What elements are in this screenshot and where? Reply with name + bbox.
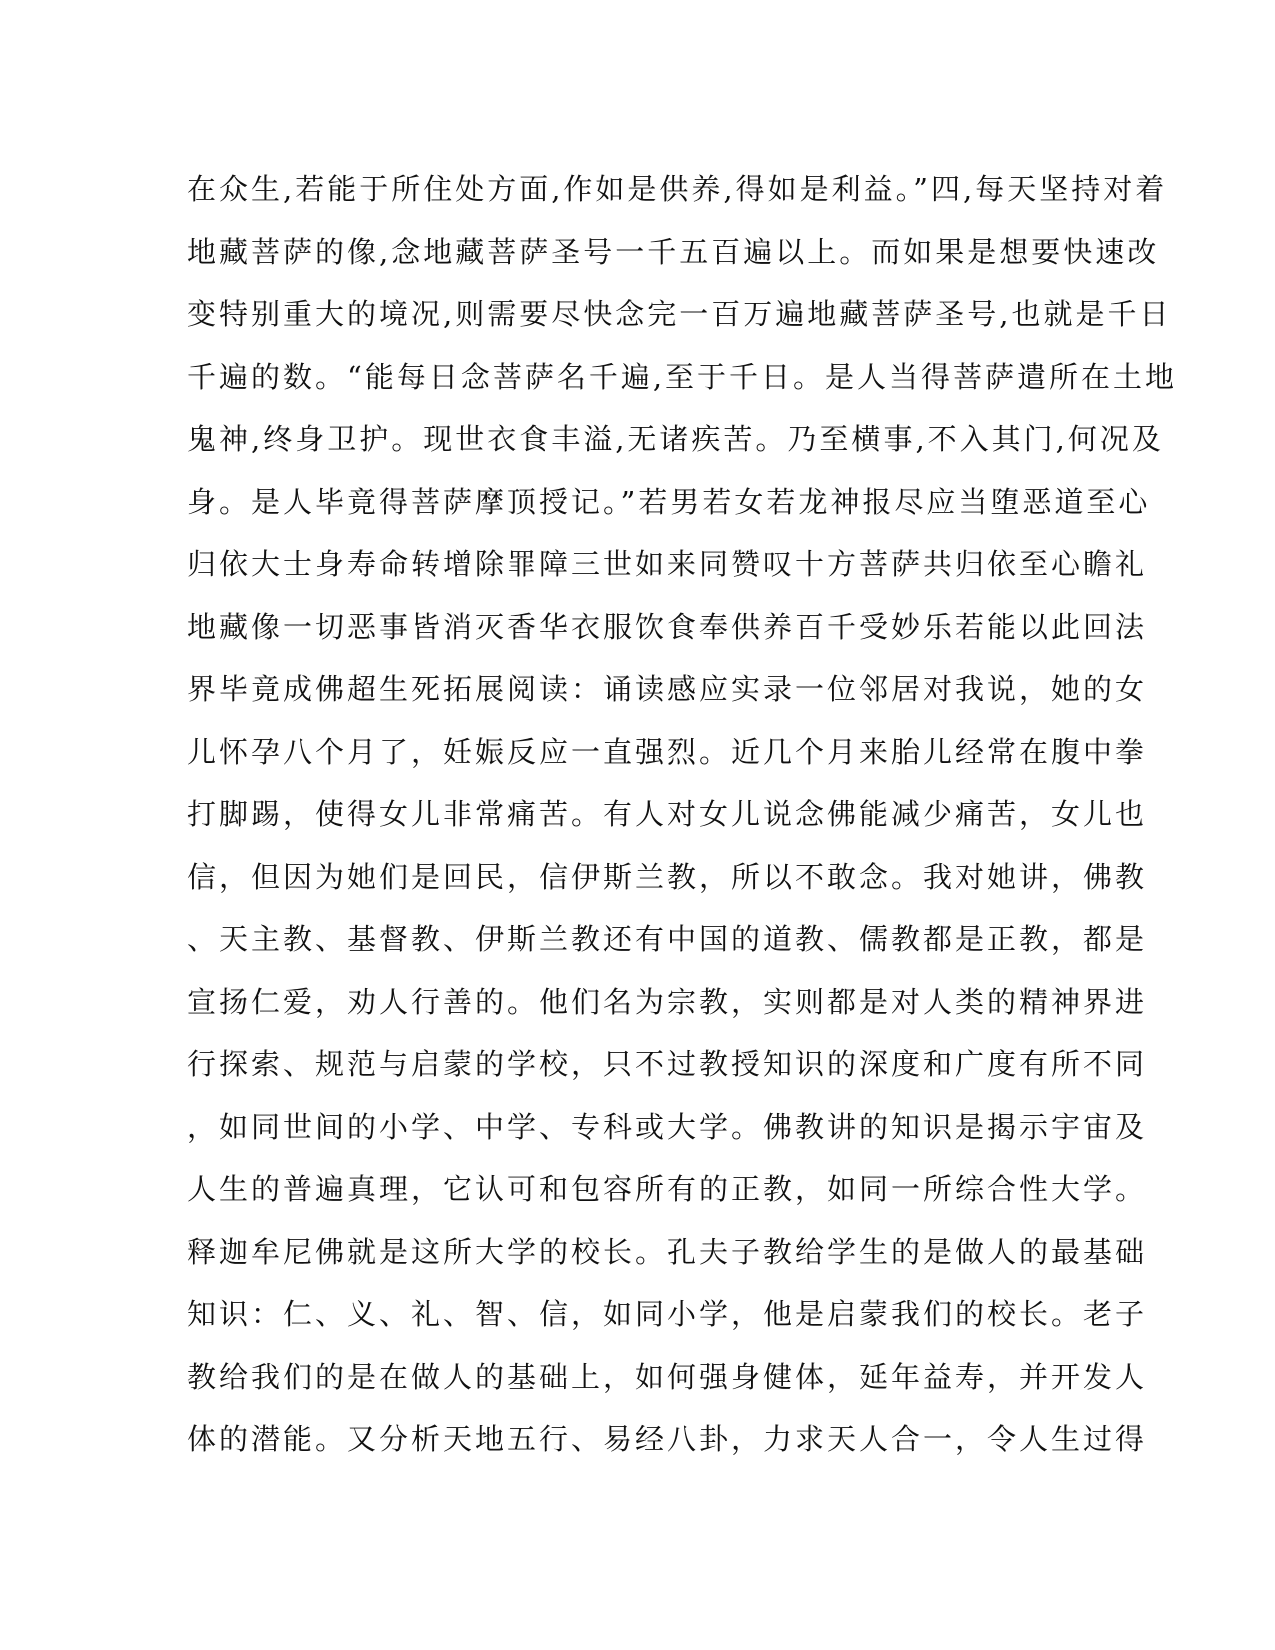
text-line: 鬼神,终身卫护。现世衣食丰溢,无诸疾苦。乃至横事,不入其门,何况及 xyxy=(187,422,1164,456)
text-line: ，如同世间的小学、中学、专科或大学。佛教讲的知识是揭示宇宙及 xyxy=(187,1109,1148,1144)
text-line: 地藏像一切恶事皆消灭香华衣服饮食奉供养百千受妙乐若能以此回法 xyxy=(187,609,1148,644)
text-line: 人生的普遍真理，它认可和包容所有的正教，如同一所综合性大学。 xyxy=(187,1172,1148,1206)
text-line: 变特别重大的境况,则需要尽快念完一百万遍地藏菩萨圣号,也就是千日 xyxy=(187,297,1172,331)
text-line: 打脚踢，使得女儿非常痛苦。有人对女儿说念佛能减少痛苦，女儿也 xyxy=(187,797,1148,831)
text-line: 教给我们的是在做人的基础上，如何强身健体，延年益寿，并开发人 xyxy=(187,1359,1148,1394)
text-line: 千遍的数。“能每日念菩萨名千遍,至于千日。是人当得菩萨遣所在土地 xyxy=(187,359,1178,394)
body-text xyxy=(187,158,1178,1471)
text-line: 身。是人毕竟得菩萨摩顶授记。”若男若女若龙神报尽应当堕恶道至心 xyxy=(187,484,1151,519)
text-line: 行探索、规范与启蒙的学校，只不过教授知识的深度和广度有所不同 xyxy=(187,1047,1148,1081)
text-line: 在众生,若能于所住处方面,作如是供养,得如是利益。”四,每天坚持对着 xyxy=(187,172,1168,206)
text-line: 、天主教、基督教、伊斯兰教还有中国的道教、儒教都是正教，都是 xyxy=(187,922,1148,956)
text-line: 信，但因为她们是回民，信伊斯兰教，所以不敢念。我对她讲，佛教 xyxy=(187,859,1148,894)
text-line: 宣扬仁爱，劝人行善的。他们名为宗教，实则都是对人类的精神界进 xyxy=(187,984,1148,1019)
text-line: 释迦牟尼佛就是这所大学的校长。孔夫子教给学生的是做人的最基础 xyxy=(187,1234,1148,1269)
text-line: 知识：仁、义、礼、智、信，如同小学，他是启蒙我们的校长。老子 xyxy=(187,1297,1148,1331)
text-line: 儿怀孕八个月了，妊娠反应一直强烈。近几个月来胎儿经常在腹中拳 xyxy=(187,734,1148,769)
text-line: 体的潜能。又分析天地五行、易经八卦，力求天人合一，令人生过得 xyxy=(187,1422,1148,1456)
text-line: 归依大士身寿命转增除罪障三世如来同赞叹十方菩萨共归依至心瞻礼 xyxy=(187,547,1148,581)
text-line: 界毕竟成佛超生死拓展阅读：诵读感应实录一位邻居对我说，她的女 xyxy=(187,672,1148,706)
text-line: 地藏菩萨的像,念地藏菩萨圣号一千五百遍以上。而如果是想要快速改 xyxy=(187,234,1160,269)
